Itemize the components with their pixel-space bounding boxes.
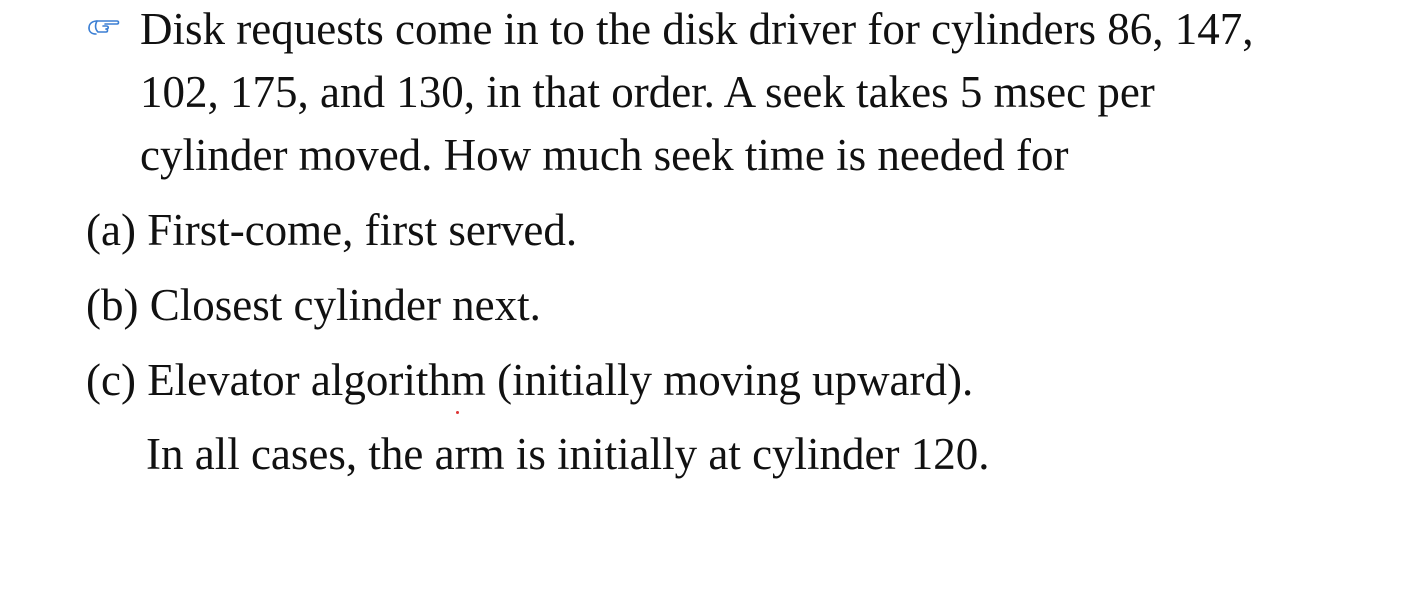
- red-marker-dot: [456, 411, 459, 414]
- option-c: (c) Elevator algorithm (initially moving upward).: [86, 355, 974, 405]
- option-a: (a) First-come, first served.: [86, 205, 578, 255]
- option-b: (b) Closest cylinder next.: [86, 280, 541, 330]
- pointing-hand-icon: [86, 14, 122, 38]
- problem-line-3: cylinder moved. How much seek time is needed for: [140, 130, 1069, 180]
- initial-position-note: In all cases, the arm is initially at cylinder 120.: [146, 429, 990, 479]
- problem-line-1: Disk requests come in to the disk driver for cylinders 86, 147,: [140, 4, 1254, 54]
- problem-line-2: 102, 175, and 130, in that order. A seek takes 5 msec per: [140, 67, 1155, 117]
